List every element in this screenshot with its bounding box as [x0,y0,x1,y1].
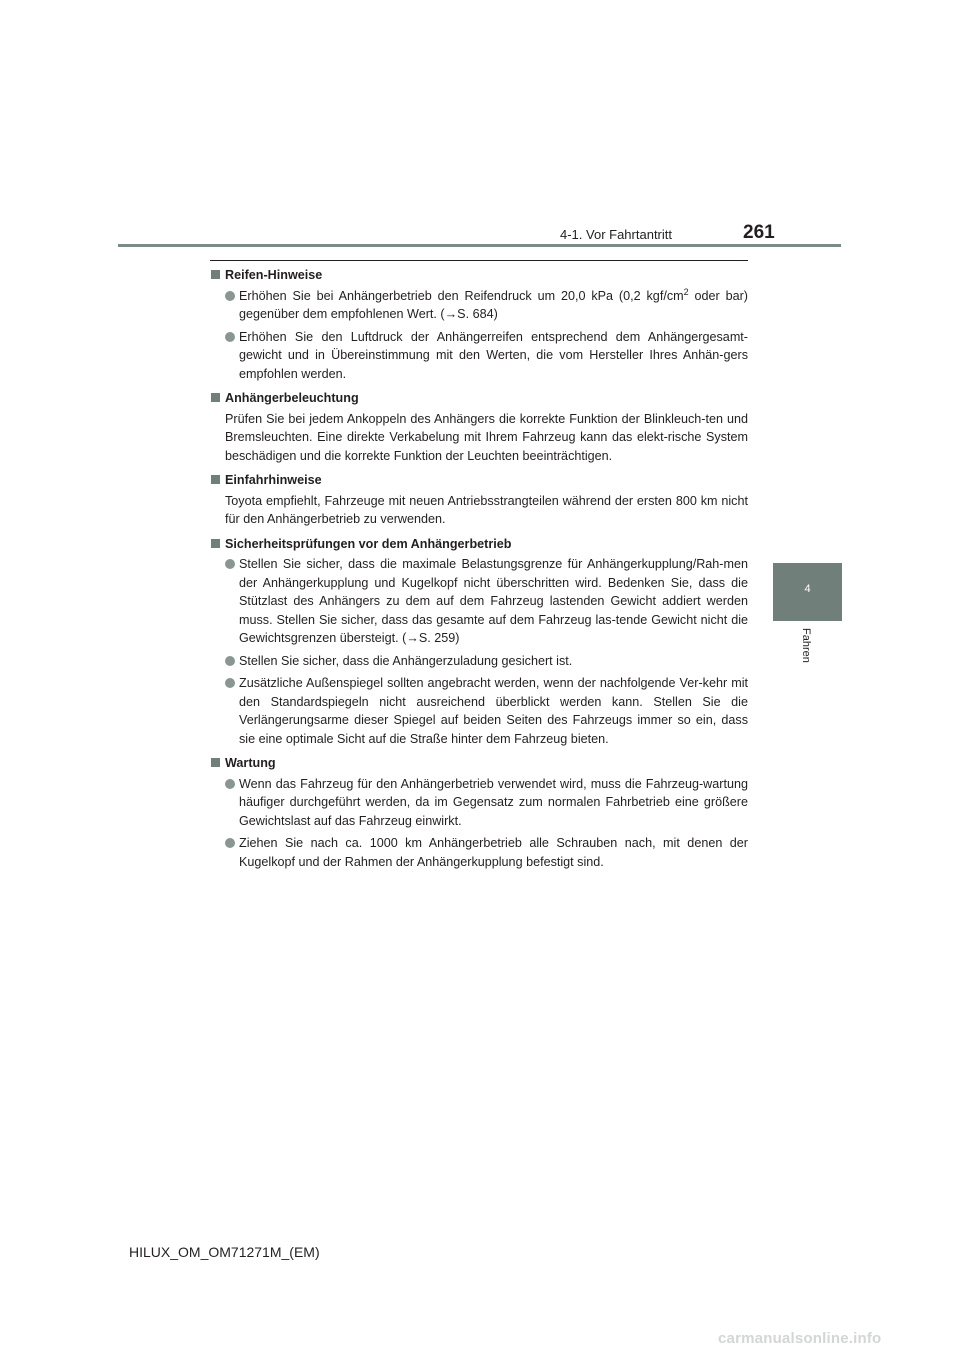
round-bullet-icon [225,559,235,569]
section-paragraph: Prüfen Sie bei jedem Ankoppeln des Anhängers die korrekte Funktion der Blinkleuch-ten und Bremsleuchten. Eine direkte Verkabelung mit Ihrem Fahrzeug kann das elekt-rische System beschädigen und die korrekte Funktion der Leuchten beeinträchtigen. [225,411,748,463]
round-bullet-icon [225,838,235,848]
section-sicherheitspruefungen [210,535,748,749]
chapter-number: 4 [804,583,811,595]
square-bullet-icon [211,475,220,484]
square-bullet-icon [211,393,220,402]
list-item [210,287,748,324]
section-heading-text: Einfahrhinweise [225,473,322,487]
list-item-text: Stellen Sie sicher, dass die maximale Belastungsgrenze für Anhängerkupplung/Rah-men der Anhängerkupplung und Kugelkopf nicht überschritten wird. Bedenken Sie, dass die Stützlast des Anhängers zu dem auf dem Fahrzeug lastenden Gewicht addiert werden muss. Stellen Sie sicher, dass das gesamte auf dem Fahrzeug las-tende Gewicht nicht die Gewichtsgrenzen übersteigt. (→S. 259) [239,557,748,645]
header-section-title: 4-1. Vor Fahrtantritt [560,227,672,242]
superscript: 2 [683,286,689,297]
list-item-text: Stellen Sie sicher, dass die Anhängerzuladung gesichert ist. [239,653,573,668]
section-heading-text: Sicherheitsprüfungen vor dem Anhängerbetrieb [225,536,512,551]
section-reifen-hinweise [210,266,748,383]
list-item [210,555,748,648]
section-heading [210,754,748,773]
list-item [210,652,748,671]
round-bullet-icon [225,332,235,342]
section-wartung [210,754,748,871]
list-item-text: Erhöhen Sie bei Anhängerbetrieb den Reifendruck um 20,0 kPa (0,2 kgf/cm [239,288,684,303]
page-number: 261 [743,222,775,243]
round-bullet-icon [225,291,235,301]
list-item-text: Zusätzliche Außenspiegel sollten angebracht werden, wenn der nachfolgende Ver-kehr mit den Standardspiegeln nicht ausreichend überblickt werden kann. Stellen Sie die Verlängerungsarme dieser Spiegel auf beiden Seiten des Fahrzeugs immer so ein, dass sie eine optimale Sicht auf die Straße hinter dem Fahrzeug bieten. [239,676,748,746]
section-einfahrhinweise [210,471,748,529]
list-item [210,328,748,384]
header-divider [118,244,841,247]
square-bullet-icon [211,539,220,548]
square-bullet-icon [211,758,220,767]
section-anhaengerbeleuchtung [210,389,748,465]
section-paragraph: Toyota empfiehlt, Fahrzeuge mit neuen Antriebsstrangteilen während der ersten 800 km nicht für den Anhängerbetrieb zu verwenden. [225,493,748,526]
round-bullet-icon [225,779,235,789]
chapter-tab [773,563,842,621]
section-heading-text: Anhängerbeleuchtung [225,391,359,405]
section-heading [210,389,748,408]
section-heading [210,266,748,285]
section-heading [210,535,748,554]
section-heading-text: Reifen-Hinweise [225,268,323,282]
list-item-text: Wenn das Fahrzeug für den Anhängerbetrieb verwendet wird, muss die Fahrzeug-wartung häufiger durchgeführt werden, da im Gegensatz zum normalen Fahrbetrieb eine größere Gewichtslast auf das Fahrzeug einwirkt. [239,776,748,828]
content-divider [210,260,748,261]
section-heading [210,471,748,490]
watermark: carmanualsonline.info [718,1330,882,1347]
list-item [210,674,748,748]
section-heading-text: Wartung [225,756,276,770]
list-item [210,775,748,831]
square-bullet-icon [211,270,220,279]
list-item [210,834,748,871]
document-code: HILUX_OM_OM71271M_(EM) [129,1244,320,1260]
chapter-label: Fahren [800,628,812,663]
list-item-text: Ziehen Sie nach ca. 1000 km Anhängerbetrieb alle Schrauben nach, mit denen der Kugelkopf und der Rahmen der Anhängerkupplung befestigt sind. [239,836,748,869]
round-bullet-icon [225,656,235,666]
list-item-text: oder bar) gegenüber dem empfohlenen Wert. (→S. 684) [239,288,748,321]
list-item-text: Erhöhen Sie den Luftdruck der Anhängerreifen entsprechend dem Anhängergesamt-gewicht und in Übereinstimmung mit den Werten, die vom Hersteller Ihres Anhän-gers empfohlen werden. [239,329,748,381]
page-content [210,266,748,875]
round-bullet-icon [225,678,235,688]
